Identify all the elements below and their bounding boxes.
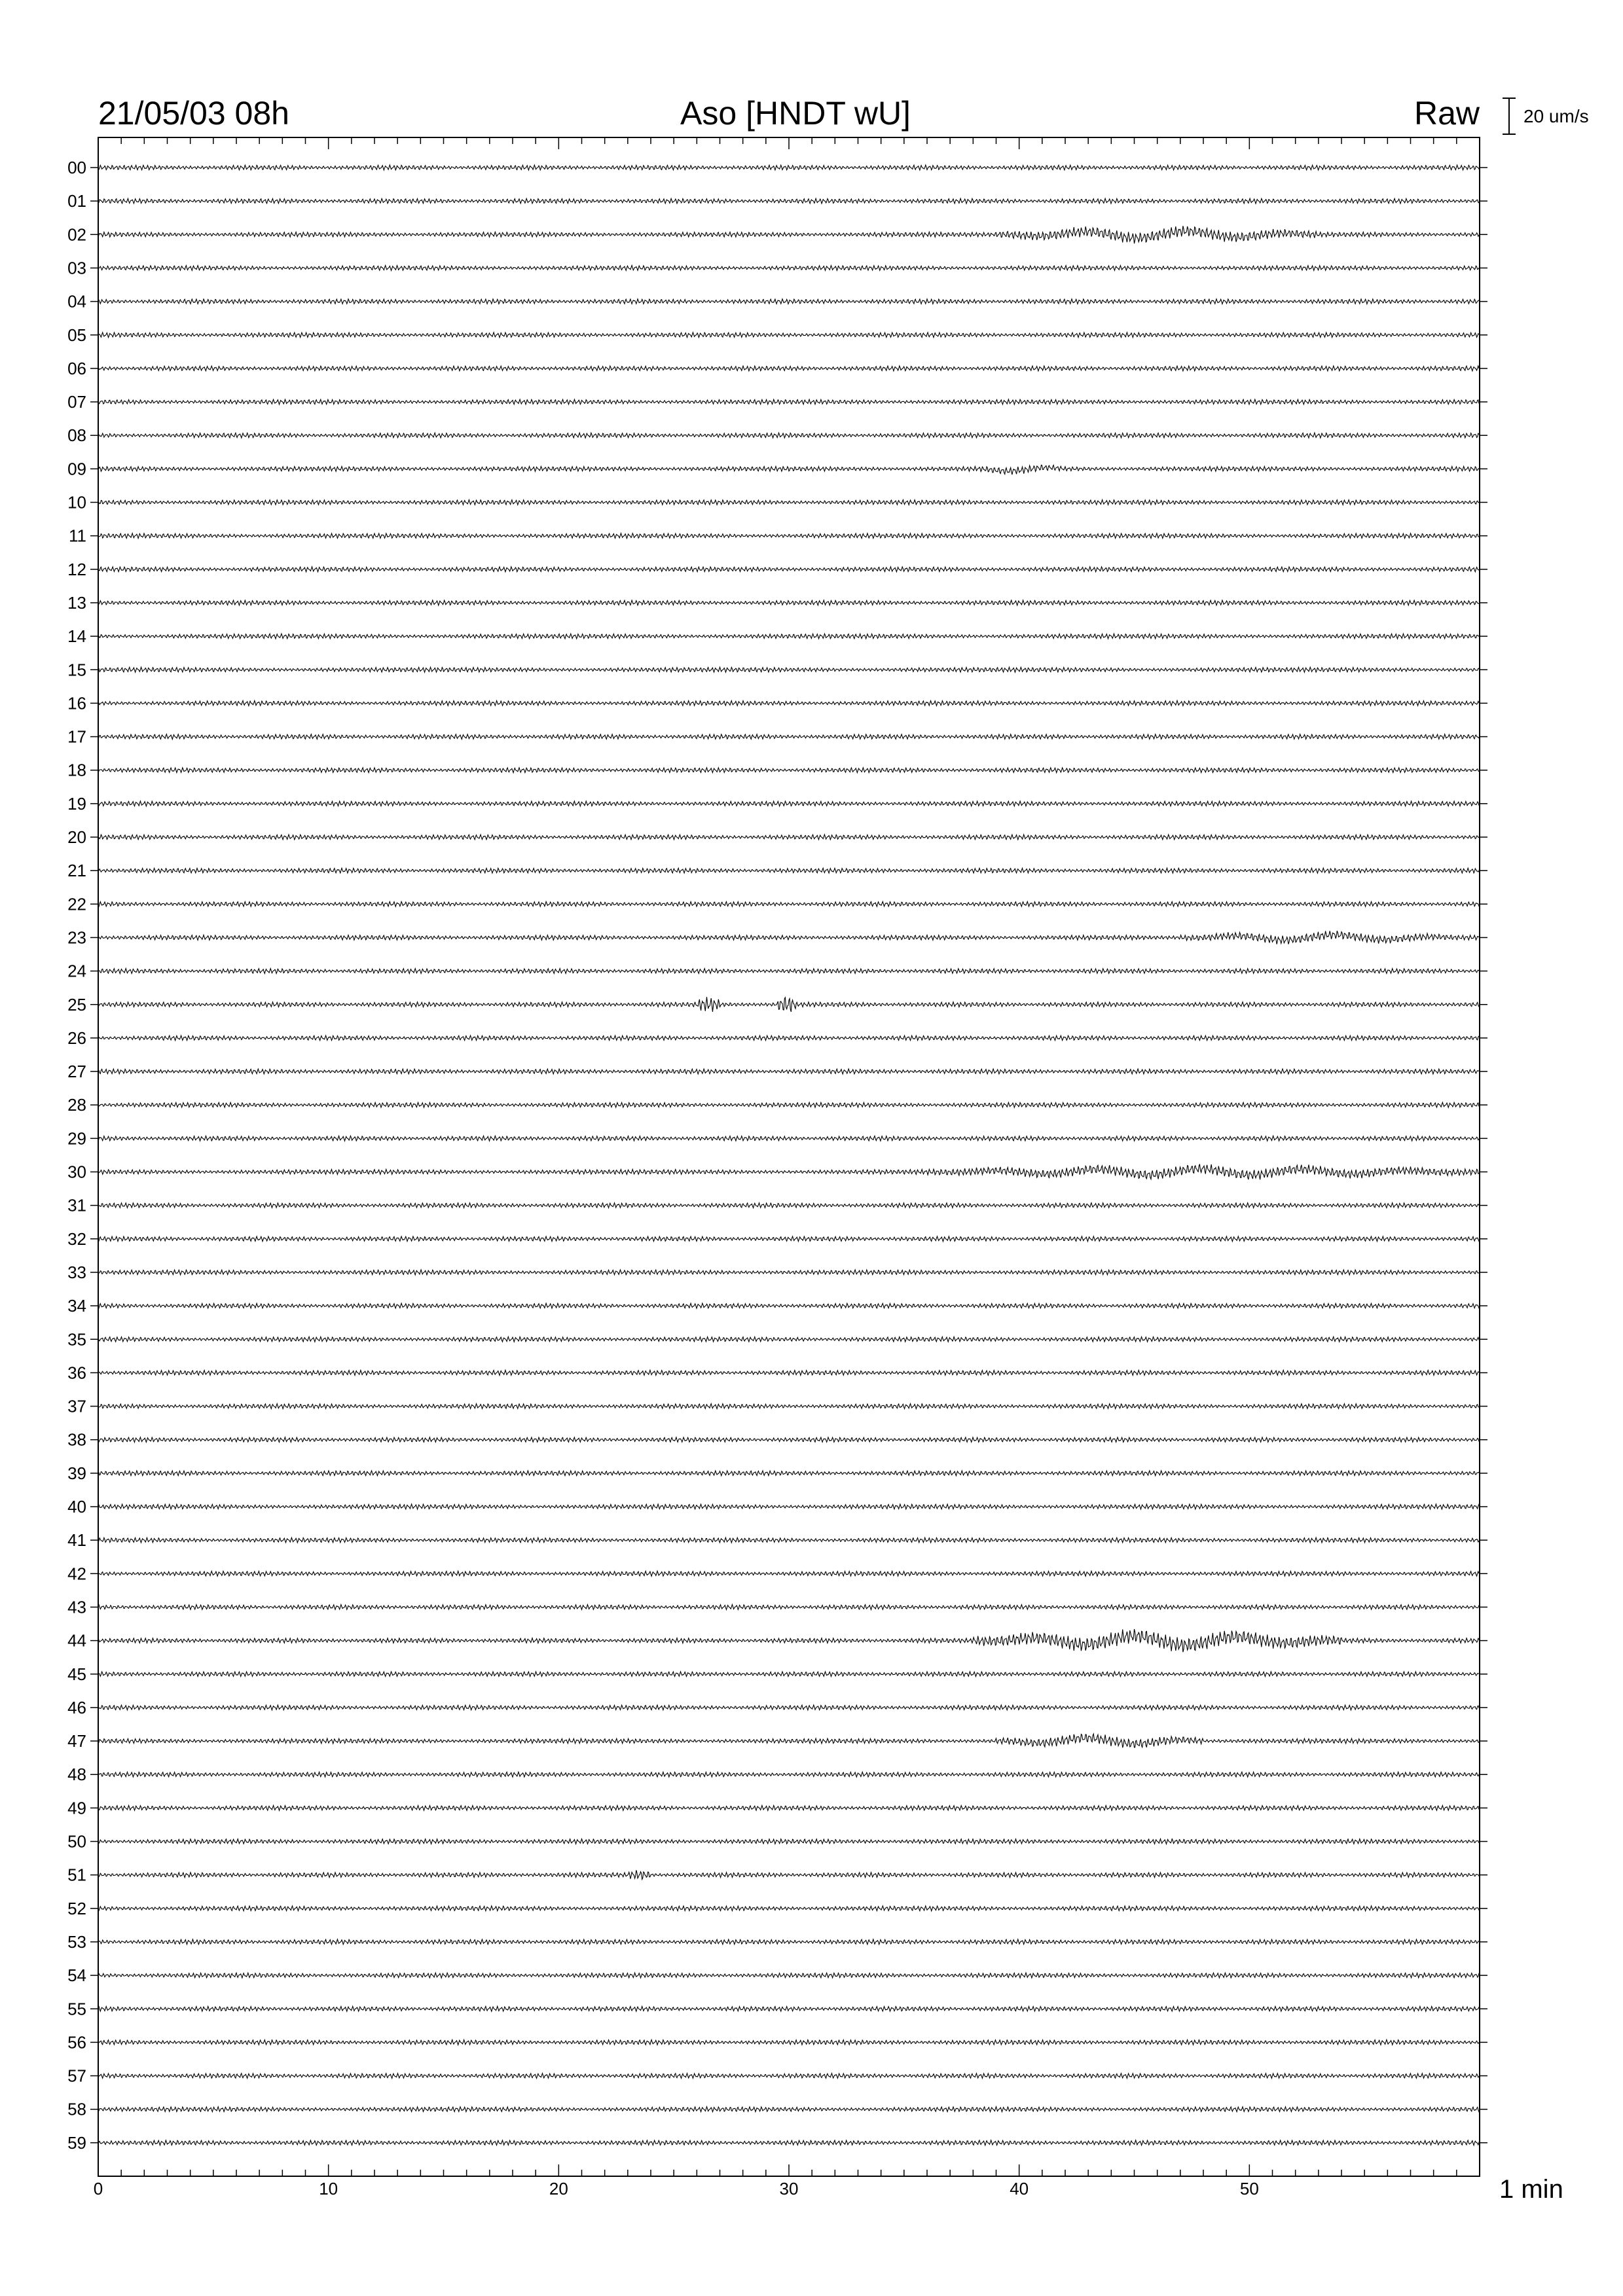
row-label-14: 14 — [67, 626, 86, 647]
row-label-07: 07 — [67, 392, 86, 412]
trace-23 — [98, 931, 1480, 944]
row-label-36: 36 — [67, 1363, 86, 1383]
trace-53 — [98, 1939, 1480, 1945]
trace-39 — [98, 1471, 1480, 1476]
trace-22 — [98, 902, 1480, 907]
trace-19 — [98, 801, 1480, 806]
row-label-57: 57 — [67, 2066, 86, 2086]
trace-47 — [98, 1734, 1480, 1748]
row-label-33: 33 — [67, 1262, 86, 1282]
row-label-18: 18 — [67, 760, 86, 780]
trace-57 — [98, 2073, 1480, 2079]
row-label-19: 19 — [67, 793, 86, 814]
trace-41 — [98, 1537, 1480, 1543]
row-label-32: 32 — [67, 1229, 86, 1249]
trace-13 — [98, 600, 1480, 605]
row-label-29: 29 — [67, 1128, 86, 1149]
row-label-01: 01 — [67, 191, 86, 211]
row-label-45: 45 — [67, 1664, 86, 1684]
trace-21 — [98, 868, 1480, 873]
trace-30 — [98, 1164, 1480, 1180]
trace-45 — [98, 1672, 1480, 1677]
row-label-13: 13 — [67, 592, 86, 613]
amplitude-scale-bar — [1503, 98, 1516, 134]
x-tick-label-40: 40 — [1010, 2179, 1029, 2198]
trace-16 — [98, 700, 1480, 706]
row-label-47: 47 — [67, 1731, 86, 1751]
row-label-10: 10 — [67, 492, 86, 512]
trace-04 — [98, 299, 1480, 304]
datetime-label: 21/05/03 08h — [98, 95, 289, 132]
row-label-59: 59 — [67, 2132, 86, 2153]
trace-25 — [98, 997, 1480, 1012]
row-label-16: 16 — [67, 693, 86, 713]
trace-06 — [98, 366, 1480, 371]
trace-49 — [98, 1805, 1480, 1810]
trace-36 — [98, 1370, 1480, 1375]
trace-26 — [98, 1035, 1480, 1041]
row-label-50: 50 — [67, 1831, 86, 1852]
trace-10 — [98, 500, 1480, 505]
amplitude-scale-label: 20 um/s — [1523, 106, 1589, 126]
row-label-15: 15 — [67, 660, 86, 680]
trace-44 — [98, 1629, 1480, 1652]
trace-08 — [98, 433, 1480, 438]
row-label-21: 21 — [67, 861, 86, 881]
trace-28 — [98, 1102, 1480, 1107]
station-title: Aso [HNDT wU] — [680, 95, 911, 132]
row-label-41: 41 — [67, 1530, 86, 1551]
row-label-28: 28 — [67, 1095, 86, 1115]
trace-55 — [98, 2006, 1480, 2011]
trace-51 — [98, 1870, 1480, 1879]
row-label-53: 53 — [67, 1931, 86, 1952]
row-label-08: 08 — [67, 425, 86, 446]
trace-24 — [98, 969, 1480, 974]
row-label-44: 44 — [67, 1630, 86, 1651]
row-label-17: 17 — [67, 726, 86, 747]
trace-00 — [98, 165, 1480, 170]
row-label-23: 23 — [67, 927, 86, 948]
row-label-11: 11 — [69, 526, 86, 546]
row-label-30: 30 — [67, 1162, 86, 1182]
row-label-31: 31 — [67, 1195, 86, 1215]
trace-09 — [98, 465, 1480, 475]
row-label-04: 04 — [67, 291, 86, 312]
row-label-51: 51 — [67, 1865, 86, 1885]
trace-31 — [98, 1203, 1480, 1208]
row-label-25: 25 — [67, 994, 86, 1014]
trace-27 — [98, 1069, 1480, 1074]
trace-32 — [98, 1236, 1480, 1242]
trace-17 — [98, 734, 1480, 740]
row-label-06: 06 — [67, 358, 86, 378]
row-label-56: 56 — [67, 2032, 86, 2053]
x-tick-label-50: 50 — [1239, 2179, 1259, 2198]
x-unit-label: 1 min — [1499, 2175, 1563, 2204]
trace-59 — [98, 2140, 1480, 2145]
row-label-38: 38 — [67, 1429, 86, 1450]
trace-18 — [98, 768, 1480, 773]
trace-15 — [98, 667, 1480, 672]
trace-58 — [98, 2107, 1480, 2112]
row-label-46: 46 — [67, 1697, 86, 1717]
trace-52 — [98, 1906, 1480, 1911]
trace-03 — [98, 266, 1480, 271]
trace-40 — [98, 1504, 1480, 1509]
row-label-27: 27 — [67, 1062, 86, 1082]
trace-42 — [98, 1571, 1480, 1576]
row-label-layer — [67, 158, 86, 2153]
row-label-58: 58 — [67, 2099, 86, 2119]
row-label-37: 37 — [67, 1396, 86, 1416]
trace-33 — [98, 1270, 1480, 1275]
trace-34 — [98, 1303, 1480, 1308]
trace-50 — [98, 1839, 1480, 1844]
trace-layer — [98, 165, 1480, 2145]
x-tick-label-30: 30 — [779, 2179, 799, 2198]
trace-35 — [98, 1336, 1480, 1342]
trace-38 — [98, 1437, 1480, 1443]
row-label-54: 54 — [67, 1965, 86, 1986]
row-label-52: 52 — [67, 1898, 86, 1918]
row-label-26: 26 — [67, 1028, 86, 1048]
x-tick-label-10: 10 — [319, 2179, 338, 2198]
trace-48 — [98, 1772, 1480, 1777]
trace-20 — [98, 834, 1480, 840]
row-label-49: 49 — [67, 1798, 86, 1818]
trace-11 — [98, 533, 1480, 539]
filter-mode-label: Raw — [1413, 95, 1480, 132]
trace-12 — [98, 567, 1480, 572]
x-tick-label-0: 0 — [93, 2179, 103, 2198]
row-label-42: 42 — [67, 1564, 86, 1584]
plot-frame — [98, 137, 1480, 2176]
row-label-55: 55 — [67, 1999, 86, 2019]
chart-header — [98, 95, 1589, 134]
row-label-35: 35 — [67, 1329, 86, 1350]
row-label-39: 39 — [67, 1463, 86, 1483]
trace-56 — [98, 2039, 1480, 2045]
row-label-20: 20 — [67, 827, 86, 847]
row-label-40: 40 — [67, 1497, 86, 1516]
row-label-03: 03 — [67, 258, 86, 278]
trace-01 — [98, 198, 1480, 204]
x-tick-label-20: 20 — [549, 2179, 568, 2198]
trace-05 — [98, 332, 1480, 338]
row-label-24: 24 — [67, 961, 86, 981]
trace-37 — [98, 1404, 1480, 1409]
trace-07 — [98, 399, 1480, 404]
trace-43 — [98, 1605, 1480, 1610]
row-label-48: 48 — [67, 1765, 86, 1785]
trace-54 — [98, 1973, 1480, 1978]
row-label-09: 09 — [67, 459, 86, 479]
row-label-12: 12 — [67, 559, 86, 579]
row-label-02: 02 — [67, 224, 86, 245]
row-label-00: 00 — [67, 158, 86, 177]
row-label-22: 22 — [67, 894, 86, 914]
row-label-43: 43 — [67, 1597, 86, 1617]
trace-14 — [98, 634, 1480, 639]
trace-29 — [98, 1136, 1480, 1141]
row-label-34: 34 — [67, 1296, 86, 1316]
trace-46 — [98, 1705, 1480, 1710]
row-label-05: 05 — [67, 325, 86, 345]
trace-02 — [98, 226, 1480, 243]
